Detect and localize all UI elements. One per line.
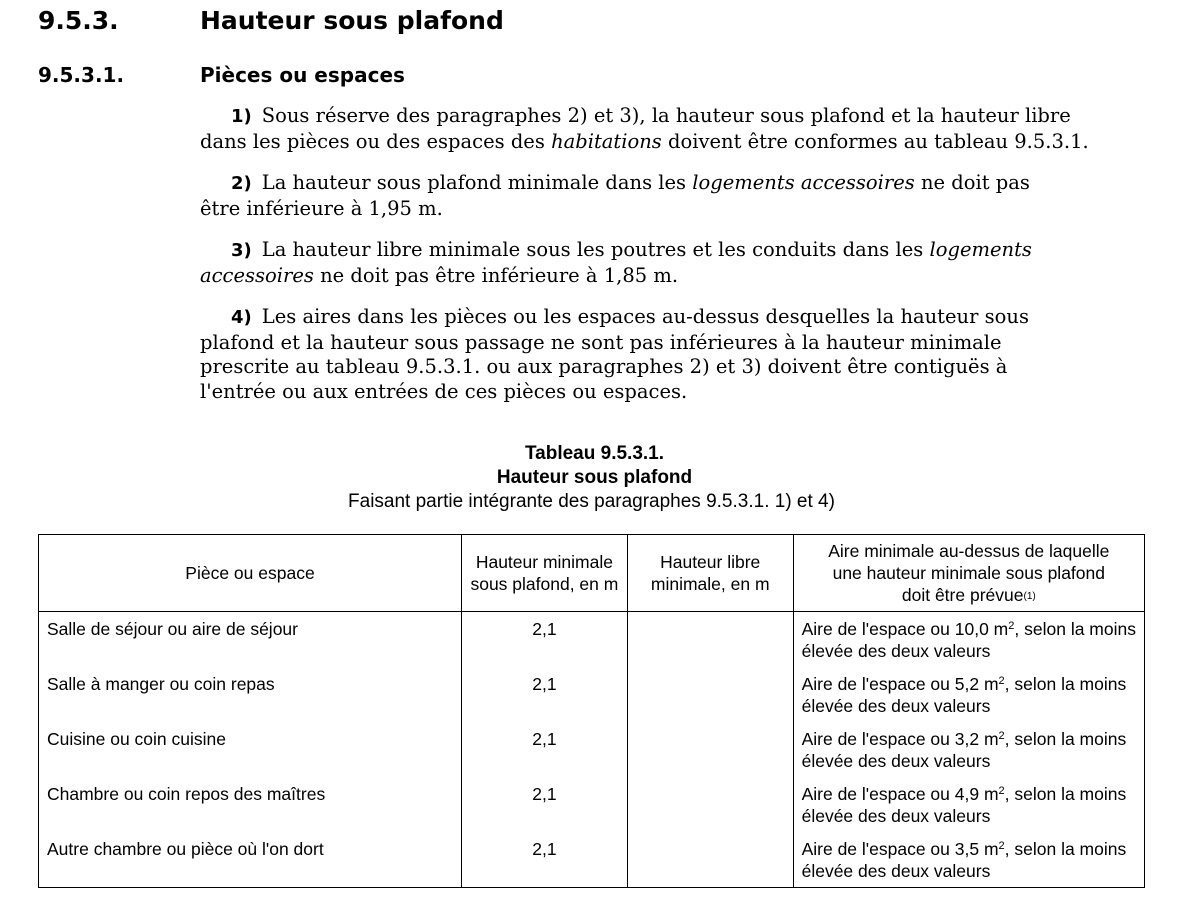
header-min-area: Aire minimale au-dessus de laquelle une hauteur minimale sous plafond doit être prévue$^{(1)}$: [793, 535, 1144, 612]
subsection-title: Pièces ou espaces: [200, 63, 405, 87]
subsection-number: 9.5.3.1.: [38, 63, 125, 87]
cell-min-height: 2,1: [462, 777, 628, 832]
cell-clear-height: [627, 777, 793, 832]
cell-space: Salle à manger ou coin repas: [39, 667, 462, 722]
paragraph-text: ne doit pas être inférieure à 1,85 m.: [313, 263, 679, 287]
cell-clear-height: [627, 612, 793, 668]
cell-min-area: Aire de l'espace ou 5,2 $m^2$, selon la moins élevée des deux valeurs: [793, 667, 1144, 722]
cell-min-height: 2,1: [462, 832, 628, 888]
cell-min-area: Aire de l'espace ou 3,5 $m^2$, selon la moins élevée des deux valeurs: [793, 832, 1144, 888]
paragraph-number: 3): [231, 240, 252, 261]
footnote-marker: (1): [1023, 591, 1036, 602]
paragraph-text: Sous réserve des paragraphes 2) et 3), la hauteur sous plafond et la hauteur libre: [261, 104, 1071, 127]
cell-min-area: Aire de l'espace ou 10,0 $m^2$, selon la moins élevée des deux valeurs: [793, 612, 1144, 668]
defined-term: logements accessoires: [692, 171, 915, 194]
defined-term: accessoires: [200, 263, 314, 287]
cell-min-height: 2,1: [462, 612, 628, 668]
paragraph-3: [200, 238, 1080, 288]
table-title: Hauteur sous plafond: [496, 467, 693, 488]
table-row: [39, 777, 1145, 832]
table-subtitle: Faisant partie intégrante des paragraphes 9.5.3.1. 1) et 4): [348, 491, 835, 512]
cell-min-area: Aire de l'espace ou 3,2 $m^2$, selon la moins élevée des deux valeurs: [793, 722, 1144, 777]
paragraph-text: plafond et la hauteur sous passage ne sont pas inférieures à la hauteur minimale: [200, 330, 1002, 354]
paragraph-2: [200, 171, 1080, 221]
cell-clear-height: [627, 722, 793, 777]
paragraphs: [200, 104, 1089, 421]
paragraph-text: La hauteur libre minimale sous les poutres et les conduits dans les: [261, 238, 930, 261]
cell-clear-height: [627, 832, 793, 888]
paragraph-text: dans les pièces ou des espaces des: [200, 129, 552, 153]
paragraph-1: [200, 104, 1089, 154]
cell-space: Salle de séjour ou aire de séjour: [39, 612, 462, 668]
defined-term: habitations: [551, 129, 662, 153]
paragraph-number: 2): [231, 173, 252, 194]
cell-space: Autre chambre ou pièce où l'on dort: [39, 832, 462, 888]
paragraph-text: Les aires dans les pièces ou les espaces au-dessus desquelles la hauteur sous: [261, 305, 1029, 328]
table-label: Tableau 9.5.3.1.: [524, 443, 665, 464]
cell-space: Chambre ou coin repos des maîtres: [39, 777, 462, 832]
cell-space: Cuisine ou coin cuisine: [39, 722, 462, 777]
paragraph-text: l'entrée ou aux entrées de ces pièces ou espaces.: [200, 379, 688, 403]
table-row: [39, 832, 1145, 888]
paragraph-4: [200, 305, 1080, 404]
cell-clear-height: [627, 667, 793, 722]
cell-min-height: 2,1: [462, 667, 628, 722]
cell-min-area: Aire de l'espace ou 4,9 $m^2$, selon la moins élevée des deux valeurs: [793, 777, 1144, 832]
table-row: [39, 722, 1145, 777]
paragraph-number: 1): [231, 106, 252, 127]
table-row: [39, 667, 1145, 722]
paragraph-number: 4): [231, 307, 252, 328]
table-row: [39, 612, 1145, 668]
paragraph-text: ne doit pas: [914, 171, 1030, 194]
paragraph-text: prescrite au tableau 9.5.3.1. ou aux paragraphes 2) et 3) doivent être contiguës à: [200, 355, 1008, 378]
section-number: 9.5.3.: [38, 6, 119, 35]
paragraph-text: être inférieure à 1,95 m.: [200, 196, 443, 220]
table-header-row: [39, 535, 1145, 612]
defined-term: logements: [929, 238, 1032, 261]
paragraph-text: La hauteur sous plafond minimale dans les: [261, 171, 693, 194]
header-clear-height: Hauteur libre minimale, en m: [627, 535, 793, 612]
section-title: Hauteur sous plafond: [200, 6, 504, 35]
ceiling-height-table: [38, 534, 1145, 888]
cell-min-height: 2,1: [462, 722, 628, 777]
header-space: Pièce ou espace: [39, 535, 462, 612]
paragraph-text: doivent être conformes au tableau 9.5.3.1.: [661, 129, 1089, 153]
header-min-height: Hauteur minimale sous plafond, en m: [462, 535, 628, 612]
